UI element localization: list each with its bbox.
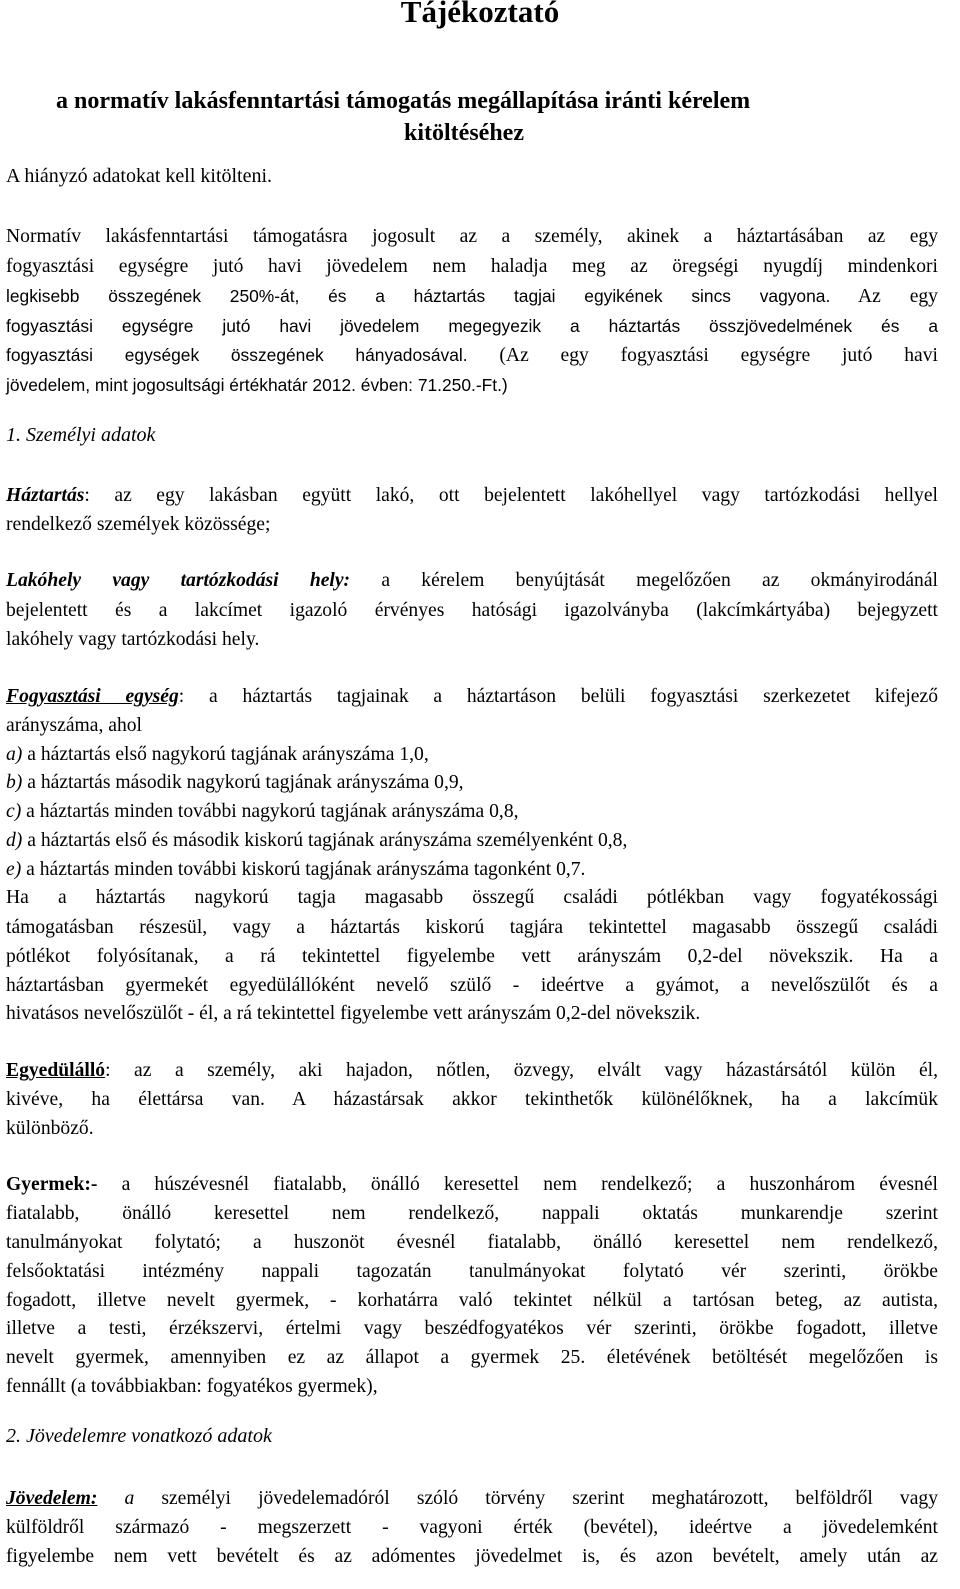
list-letter: c) <box>6 801 22 822</box>
term-label: Gyermek:- <box>6 1174 98 1195</box>
definition-line: nevelt gyermek, amennyiben ez az állapot a gyermek 25. életévének betöltését megelőzően is <box>6 1347 938 1368</box>
list-text: a háztartás első és második kiskorú tagjának arányszáma személyenként 0,8, <box>22 830 628 851</box>
list-letter: b) <box>6 772 23 793</box>
intro-text: A hiányzó adatokat kell kitölteni. <box>6 165 273 187</box>
list-text: a háztartás második nagykorú tagjának arányszáma 0,9, <box>22 772 464 793</box>
eligibility-line: fogyasztási egységre jutó havi jövedelem nem haladja meg az öregségi nyugdíj mindenkori <box>6 256 938 277</box>
paragraph-line: hivatásos nevelőszülőt - él, a rá tekintettel figyelembe vett arányszám 0,2-del növekszik. <box>6 1003 701 1024</box>
definition-text: a kérelem benyújtását megelőzően az okmányirodánál <box>350 570 938 591</box>
definition-line: különböző. <box>6 1118 94 1139</box>
term-label: Jövedelem: <box>6 1488 98 1509</box>
eligibility-line-sans: legkisebb összegének 250%-át, és a háztartás tagjai egyikének sincs vagyona. <box>6 286 831 306</box>
list-item <box>6 797 938 826</box>
section-heading: 1. Személyi adatok <box>6 424 156 446</box>
list-text: a háztartás minden további kiskorú tagjának arányszáma tagonként 0,7. <box>21 859 586 880</box>
definition-line: bejelentett és a lakcímet igazoló érvényes hatósági igazolványba (lakcímkártyába) bejegyzett <box>6 600 938 621</box>
list-item <box>6 855 938 884</box>
definition-consumption-unit <box>6 682 938 711</box>
list-text: a háztartás minden további nagykorú tagjának arányszáma 0,8, <box>21 801 519 822</box>
list-letter: a) <box>6 744 23 765</box>
definition-text-italic: a <box>97 1488 135 1509</box>
term-label: Lakóhely vagy tartózkodási hely: <box>6 570 351 591</box>
section-heading: 2. Jövedelemre vonatkozó adatok <box>6 1425 272 1447</box>
list-item <box>6 826 938 855</box>
term-label: Egyedülálló <box>6 1060 106 1081</box>
definition-residence <box>6 566 938 595</box>
eligibility-line-tail: Az egy <box>858 286 938 307</box>
paragraph-line: Ha a háztartás nagykorú tagja magasabb összegű családi pótlékban vagy fogyatékossági <box>6 887 938 908</box>
list-letter: e) <box>6 859 22 880</box>
eligibility-line-tail: (Az egy fogyasztási egységre jutó havi <box>499 345 938 366</box>
definition-single <box>6 1056 938 1085</box>
definition-line: fennállt (a továbbiakban: fogyatékos gyermek), <box>6 1376 378 1397</box>
definition-line: tanulmányokat folytató; a huszonöt évesnél fiatalabb, önálló keresettel nem rendelkező, <box>6 1232 938 1253</box>
eligibility-line-sans: fogyasztási egységek összegének hányadosával. <box>6 345 468 365</box>
term-label: Fogyasztási egység <box>6 686 179 707</box>
eligibility-line: jövedelem, mint jogosultsági értékhatár 2012. évben: 71.250.-Ft.) <box>6 375 508 395</box>
definition-line: felsőoktatási intézmény nappali tagozatán tanulmányokat folytató vér szerinti, örökbe <box>6 1261 938 1282</box>
definition-text: : az a személy, aki hajadon, nőtlen, özvegy, elvált vagy házastársától külön él, <box>105 1060 938 1081</box>
definition-text: : a háztartás tagjainak a háztartáson belüli fogyasztási szerkezetet kifejező <box>178 686 938 707</box>
list-text: a háztartás első nagykorú tagjának arányszáma 1,0, <box>22 744 429 765</box>
page-title: Tájékoztató <box>400 0 560 29</box>
definition-line: arányszáma, ahol <box>6 715 142 736</box>
list-item <box>6 740 938 769</box>
eligibility-line <box>6 282 938 311</box>
definition-text: : az egy lakásban együtt lakó, ott bejelentett lakóhellyel vagy tartózkodási hellyel <box>84 485 938 506</box>
definition-line: kivéve, ha élettársa van. A házastársak akkor tekinthetők különélőknek, ha a lakcímük <box>6 1089 938 1110</box>
definition-line: illetve a testi, érzékszervi, értelmi vagy beszédfogyatékos vér szerinti, örökbe fogadott, illetve <box>6 1318 938 1339</box>
eligibility-line: Normatív lakásfenntartási támogatásra jogosult az a személy, akinek a háztartásában az egy <box>6 226 938 247</box>
paragraph-line: támogatásban részesül, vagy a háztartás kiskorú tagjára tekintettel magasabb összegű családi <box>6 917 938 938</box>
definition-income <box>6 1484 938 1513</box>
eligibility-line <box>6 341 938 370</box>
subtitle-line-1: a normatív lakásfenntartási támogatás megállapítása iránti kérelem <box>56 88 751 114</box>
definition-line: lakóhely vagy tartózkodási hely. <box>6 629 260 650</box>
definition-line: rendelkező személyek közössége; <box>6 514 271 535</box>
definition-line: fogadott, illetve nevelt gyermek, - korhatárra való tekintet nélkül a tartósan beteg, az autista, <box>6 1290 938 1311</box>
paragraph-line: háztartásban gyermekét egyedülállóként nevelő szülő - ideértve a gyámot, a nevelőszülőt és a <box>6 975 938 996</box>
definition-line: figyelembe nem vett bevételt és az adómentes jövedelmet is, és azon bevételt, amely után az <box>6 1546 938 1567</box>
definition-line: fiatalabb, önálló keresettel nem rendelkező, nappali oktatás munkarendje szerint <box>6 1203 938 1224</box>
definition-household <box>6 481 938 510</box>
definition-child <box>6 1170 938 1199</box>
term-label: Háztartás <box>6 485 85 506</box>
definition-text: személyi jövedelemadóról szóló törvény szerint meghatározott, belföldről vagy <box>134 1488 938 1509</box>
subtitle-line-2: kitöltéséhez <box>404 120 524 146</box>
list-letter: d) <box>6 830 23 851</box>
paragraph-line: pótlékot folyósítanak, a rá tekintettel figyelembe vett arányszám 0,2-del növekszik. Ha a <box>6 946 938 967</box>
definition-line: külföldről származó - megszerzett - vagyoni érték (bevétel), ideértve a jövedelemként <box>6 1517 938 1538</box>
list-item <box>6 768 938 797</box>
eligibility-line: fogyasztási egységre jutó havi jövedelem megegyezik a háztartás összjövedelmének és a <box>6 316 938 336</box>
definition-text: a húszévesnél fiatalabb, önálló keresettel nem rendelkező; a huszonhárom évesnél <box>97 1174 938 1195</box>
